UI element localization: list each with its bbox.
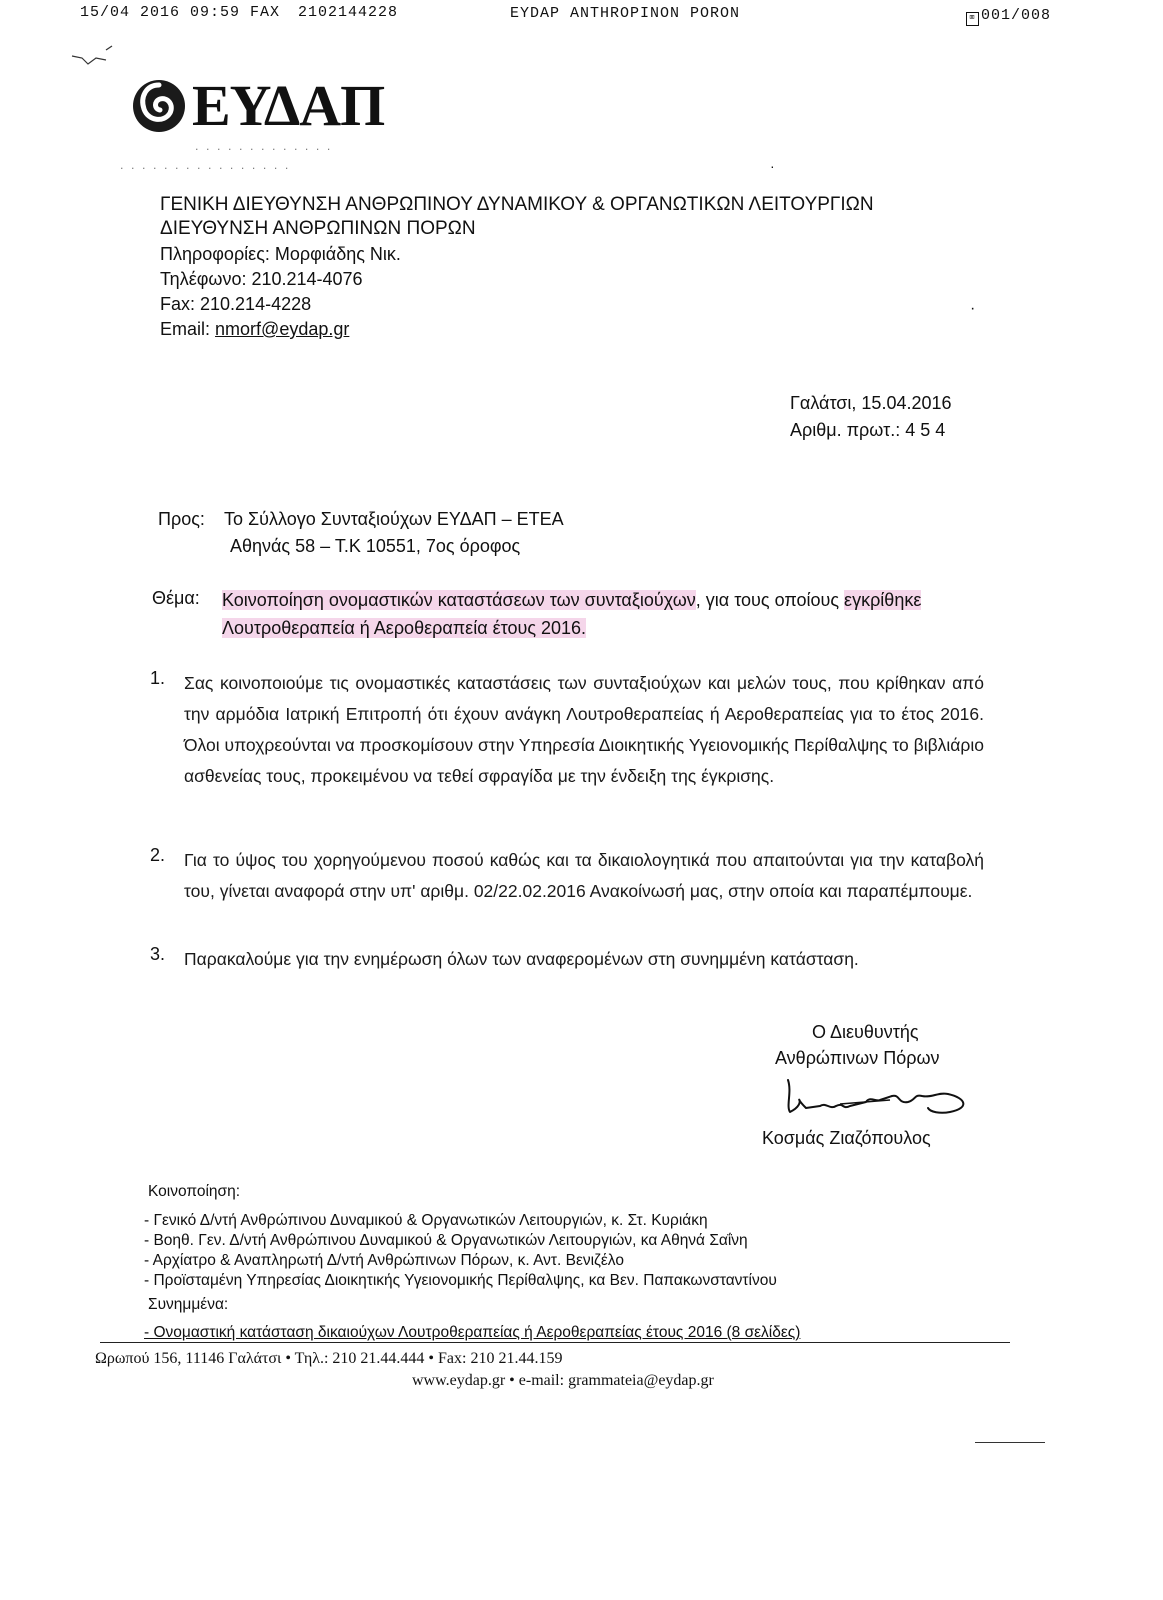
scan-dot-2: · [970, 300, 976, 317]
cc-line: - Βοηθ. Γεν. Δ/ντή Ανθρώπινου Δυναμικού & Οργανωτικών Λειτουργιών, κα Αθηνά Σαΐνη [144, 1232, 748, 1249]
recipient-line2: Αθηνάς 58 – Τ.Κ 10551, 7ος όροφος [230, 536, 521, 556]
item-text: Για το ύψος του χορηγούμενου ποσού καθώς και τα δικαιολογητικά που απαιτούνται για την καταβολή του, γίνεται αναφορά στην υπ' αριθμ. 02/22.02.2016 Ανακοίνωσή μας, στην οποία και παραπέμπουμε. [184, 850, 984, 901]
fax-page-icon: ⌧ [966, 12, 979, 26]
general-directorate: ΓΕΝΙΚΗ ΔΙΕΥΘΥΝΣΗ ΑΝΘΡΩΠΙΝΟΥ ΔΥΝΑΜΙΚΟΥ & ΟΡΓΑΝΩΤΙΚΩΝ ΛΕΙΤΟΥΡΓΙΩΝ [160, 194, 874, 215]
fax-number: 2102144228 [298, 4, 399, 21]
eydap-logo [130, 72, 384, 139]
footer-address: Ωρωπού 156, 11146 Γαλάτσι • Τηλ.: 210 21.44.444 • Fax: 210 21.44.159 [95, 1350, 563, 1367]
item-number: 1. [150, 668, 166, 688]
swirl-logo-icon [130, 77, 188, 135]
signatory-name: Κοσμάς Ζιαζόπουλος [762, 1128, 931, 1148]
logo-text: ΕΥΔΑΠ [192, 73, 385, 138]
info-contact: Πληροφορίες: Μορφιάδης Νικ. [160, 244, 401, 264]
email-label: Email: [160, 319, 211, 339]
logo-faded-tagline-2: · · · · · · · · · · · · · · · · [120, 162, 291, 175]
protocol-number: Αριθμ. πρωτ.: 4 5 4 [790, 420, 946, 440]
place-date: Γαλάτσι, 15.04.2016 [790, 393, 952, 413]
subject-mid: , για τους οποίους [695, 590, 845, 610]
subject-highlight-2: εγκρίθηκε [844, 590, 922, 610]
attachments-label: Συνημμένα: [148, 1296, 229, 1313]
cc-line: - Γενικό Δ/ντή Ανθρώπινου Δυναμικού & Οργανωτικών Λειτουργιών, κ. Στ. Κυριάκη [144, 1212, 708, 1229]
subject-label: Θέμα: [152, 588, 200, 608]
phone: Τηλέφωνο: 210.214-4076 [160, 269, 363, 289]
signatory-title-2: Ανθρώπινων Πόρων [775, 1048, 940, 1068]
footer-divider [100, 1342, 1010, 1343]
email-line [160, 319, 349, 340]
item-text: Σας κοινοποιούμε τις ονομαστικές καταστάσεις των συνταξιούχων και μελών τους, που κρίθηκαν από την αρμόδια Ιατρική Επιτροπή ότι έχουν ανάγκη Λουτροθεραπείας ή Αεροθεραπείας για το έτος 2016. Όλοι υποχρεούνται να προσκομίσουν στην Υπηρεσία Διοικητικής Υγειονομικής Περίθαλψης το βιβλιάριο ασθενείας τους, προκειμένου να τεθεί σφραγίδα με την ένδειξη της έγκρισης. [184, 673, 984, 786]
logo-faded-tagline: · · · · · · · · · · · · · [195, 143, 333, 156]
attachment-line: - Ονομαστική κατάσταση δικαιούχων Λουτροθεραπείας ή Αεροθεραπείας έτους 2016 (8 σελίδες) [144, 1324, 801, 1341]
recipient-line1: Το Σύλλογο Συνταξιούχων ΕΥΔΑΠ – ΕΤΕΑ [224, 509, 564, 529]
recipient-label: Προς: [158, 509, 205, 529]
scan-dot: · [770, 158, 775, 174]
fax-pages: ⌧ 001/008 [966, 7, 1051, 26]
item-text: Παρακαλούμε για την ενημέρωση όλων των αναφερομένων στη συνημμένη κατάσταση. [184, 949, 859, 969]
scan-mark-line [975, 1442, 1045, 1443]
footer-web: www.eydap.gr • e-mail: grammateia@eydap.gr [412, 1372, 714, 1389]
directorate: ΔΙΕΥΘΥΝΣΗ ΑΝΘΡΩΠΙΝΩΝ ΠΟΡΩΝ [160, 218, 476, 239]
item-number: 3. [150, 944, 166, 964]
item-number: 2. [150, 845, 166, 865]
fax-datetime: 15/04 2016 09:59 FAX [80, 4, 281, 21]
signatory-title-1: Ο Διευθυντής [812, 1022, 919, 1042]
cc-line: - Αρχίατρο & Αναπληρωτή Δ/ντή Ανθρώπινων Πόρων, κ. Αντ. Βενιζέλο [144, 1252, 624, 1269]
subject-highlight-3: Λουτροθεραπεία ή Αεροθεραπεία έτους 2016. [222, 618, 587, 638]
subject-line1 [222, 590, 921, 611]
fax-sender: EYDAP ANTHROPINON PORON [510, 5, 741, 22]
subject-line2 [222, 618, 586, 639]
scan-mark [60, 40, 120, 70]
handwritten-signature [780, 1072, 980, 1122]
email-link[interactable]: nmorf@eydap.gr [215, 319, 350, 339]
subject-highlight-1: Κοινοποίηση ονομαστικών καταστάσεων των συνταξιούχων [222, 590, 696, 610]
cc-line: - Προϊσταμένη Υπηρεσίας Διοικητικής Υγειονομικής Περίθαλψης, κα Βεν. Παπακωνσταντίνου [144, 1272, 777, 1289]
cc-label: Κοινοποίηση: [148, 1183, 241, 1200]
fax: Fax: 210.214-4228 [160, 294, 312, 314]
